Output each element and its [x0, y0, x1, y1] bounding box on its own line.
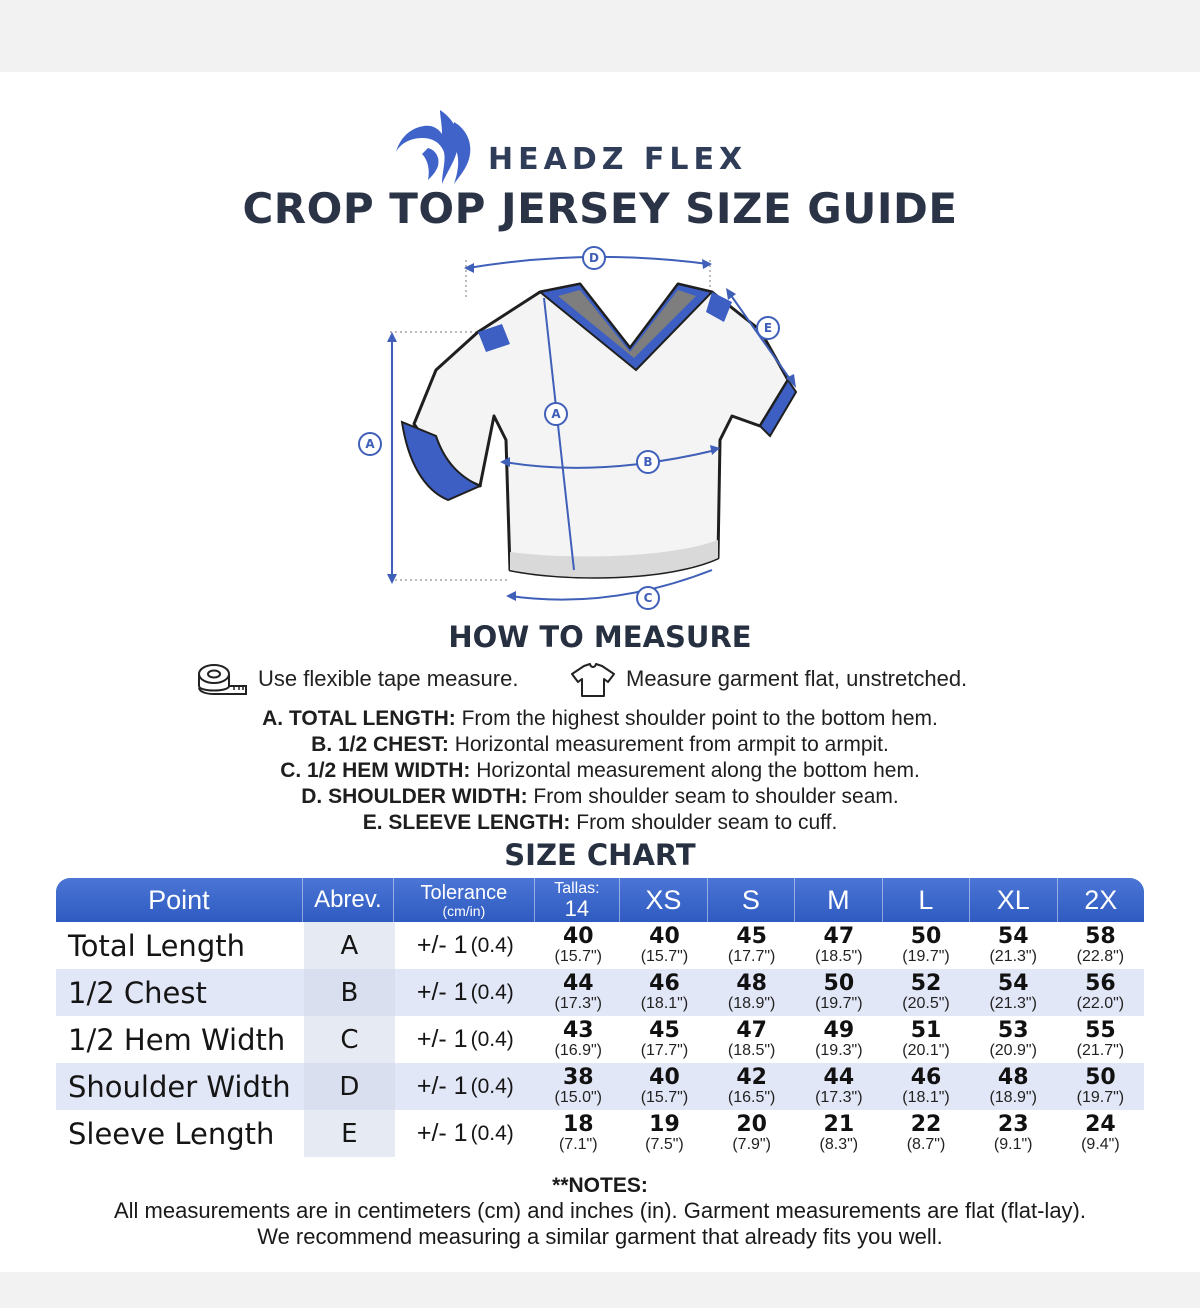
header-size-s: S — [707, 878, 794, 922]
row-tolerance-cm: +/- 1 — [416, 978, 468, 1006]
value-inch: (20.5") — [902, 995, 950, 1012]
row-point: Shoulder Width — [68, 1069, 291, 1104]
row-size-value — [795, 1110, 882, 1157]
value-cm: 54 — [997, 971, 1029, 996]
table-header — [56, 878, 1144, 922]
row-size-value — [795, 922, 882, 969]
value-cm: 55 — [1085, 1018, 1116, 1043]
definition-e-text: From shoulder seam to cuff. — [570, 811, 838, 834]
row-size-value — [708, 969, 795, 1016]
marker-d: D — [589, 251, 599, 265]
row-abrev: C — [304, 1016, 395, 1063]
definition-e — [0, 810, 1200, 836]
value-cm: 44 — [562, 971, 594, 996]
row-point: Sleeve Length — [68, 1116, 275, 1151]
definition-b — [0, 732, 1200, 758]
definition-a — [0, 706, 1200, 732]
value-cm: 58 — [1085, 924, 1116, 949]
value-inch: (15.7") — [640, 948, 689, 965]
table-row — [56, 1110, 1144, 1157]
header-size-l: L — [882, 878, 969, 922]
row-size-value — [882, 1110, 969, 1157]
value-inch: (17.3") — [554, 995, 602, 1012]
header-tolerance — [393, 878, 534, 922]
brand-header — [0, 104, 1200, 184]
value-cm: 43 — [562, 1018, 594, 1043]
value-inch: (18.1") — [640, 995, 689, 1012]
value-cm: 42 — [736, 1065, 767, 1090]
value-inch: (18.9") — [989, 1089, 1037, 1106]
definition-a-label: A. TOTAL LENGTH: — [262, 707, 456, 730]
value-inch: (17.3") — [815, 1089, 863, 1106]
value-inch: (22.0") — [1076, 995, 1125, 1012]
value-inch: (17.7") — [727, 948, 776, 965]
value-inch: (15.0") — [554, 1089, 602, 1106]
measurement-definitions — [0, 706, 1200, 836]
value-cm: 47 — [823, 924, 855, 949]
value-cm: 40 — [649, 1065, 680, 1090]
row-size-value — [708, 1016, 795, 1063]
value-inch: (22.8") — [1076, 948, 1125, 965]
definition-c — [0, 758, 1200, 784]
brand-name: HEADZ FLEX — [488, 142, 748, 177]
row-size-value — [621, 922, 708, 969]
row-size-value — [708, 1063, 795, 1110]
value-inch: (18.9") — [727, 995, 776, 1012]
notes-line-2: We recommend measuring a similar garment that already fits you well. — [257, 1224, 943, 1249]
definition-c-text: Horizontal measurement along the bottom hem. — [470, 759, 920, 782]
value-cm: 50 — [910, 924, 942, 949]
row-tolerance-cm: +/- 1 — [416, 1119, 468, 1147]
value-cm: 22 — [910, 1112, 942, 1137]
header-tolerance-label: Tolerance — [420, 881, 508, 904]
tip-tape-text: Use flexible tape measure. — [258, 666, 519, 691]
value-cm: 46 — [910, 1065, 942, 1090]
value-inch: (19.7") — [1076, 1089, 1125, 1106]
value-cm: 40 — [649, 924, 680, 949]
row-tolerance-in: (0.4) — [470, 1027, 514, 1051]
header-point: Point — [148, 884, 210, 915]
row-size-value — [882, 922, 969, 969]
value-inch: (15.7") — [554, 948, 602, 965]
value-inch: (18.5") — [727, 1042, 776, 1059]
row-size-value — [1057, 969, 1144, 1016]
row-tolerance — [395, 1110, 536, 1157]
definition-d-label: D. SHOULDER WIDTH: — [301, 785, 528, 808]
row-size-value — [536, 1063, 621, 1110]
row-size-value — [795, 969, 882, 1016]
definition-e-label: E. SLEEVE LENGTH: — [362, 811, 571, 834]
row-size-value — [621, 1063, 708, 1110]
header-tallas — [534, 878, 620, 922]
row-tolerance-cm: +/- 1 — [416, 1072, 468, 1100]
value-inch: (21.7") — [1076, 1042, 1125, 1059]
definition-b-text: Horizontal measurement from armpit to armpit. — [448, 733, 889, 756]
marker-a-outer: A — [365, 437, 375, 451]
size-chart-table — [56, 878, 1144, 1157]
value-cm: 40 — [562, 924, 594, 949]
row-point: Total Length — [68, 928, 245, 963]
value-cm: 46 — [649, 971, 680, 996]
marker-a-inner: A — [551, 407, 561, 421]
row-size-value — [708, 922, 795, 969]
row-size-value — [621, 1110, 708, 1157]
value-inch: (9.4") — [1081, 1136, 1120, 1153]
header-tolerance-unit: (cm/in) — [442, 902, 486, 919]
size-guide-page — [0, 72, 1200, 1272]
value-inch: (20.9") — [989, 1042, 1037, 1059]
value-cm: 47 — [736, 1018, 767, 1043]
page-title: CROP TOP JERSEY SIZE GUIDE — [242, 184, 958, 233]
row-tolerance — [395, 1063, 536, 1110]
value-inch: (9.1") — [993, 1136, 1033, 1153]
row-size-value — [1057, 922, 1144, 969]
row-abrev: B — [304, 969, 395, 1016]
value-cm: 50 — [823, 971, 855, 996]
row-abrev: E — [304, 1110, 395, 1157]
jersey-diagram — [340, 240, 840, 620]
header-size-xl: XL — [969, 878, 1056, 922]
value-cm: 45 — [736, 924, 767, 949]
row-tolerance — [395, 969, 536, 1016]
row-size-value — [970, 1063, 1057, 1110]
value-cm: 50 — [1085, 1065, 1116, 1090]
value-cm: 19 — [649, 1112, 680, 1137]
row-size-value — [1057, 1063, 1144, 1110]
row-size-value — [621, 1016, 708, 1063]
size-chart-title: SIZE CHART — [504, 838, 696, 872]
header-abrev: Abrev. — [302, 878, 393, 922]
row-size-value — [795, 1063, 882, 1110]
row-size-value — [970, 922, 1057, 969]
row-size-value — [708, 1110, 795, 1157]
value-cm: 45 — [649, 1018, 680, 1043]
definition-d — [0, 784, 1200, 810]
value-inch: (19.7") — [815, 995, 863, 1012]
definition-d-text: From shoulder seam to shoulder seam. — [527, 785, 899, 808]
tape-measure-icon — [196, 662, 248, 698]
row-point: 1/2 Chest — [68, 975, 207, 1010]
row-size-value — [536, 922, 621, 969]
marker-e: E — [763, 321, 773, 335]
header-tallas-size: 14 — [564, 895, 590, 921]
value-cm: 38 — [562, 1065, 594, 1090]
row-size-value — [536, 1110, 621, 1157]
row-tolerance-cm: +/- 1 — [416, 1025, 468, 1053]
table-row — [56, 1063, 1144, 1110]
value-inch: (8.3") — [819, 1136, 859, 1153]
header-tallas-label: Tallas: — [554, 879, 600, 897]
how-to-measure-title: HOW TO MEASURE — [448, 620, 752, 654]
definition-b-label: B. 1/2 CHEST: — [311, 733, 449, 756]
value-cm: 23 — [997, 1112, 1029, 1137]
row-size-value — [1057, 1110, 1144, 1157]
shirt-icon — [568, 662, 618, 698]
header-size-xs: XS — [619, 878, 706, 922]
table-row — [56, 969, 1144, 1016]
row-tolerance-cm: +/- 1 — [416, 931, 468, 959]
row-size-value — [970, 969, 1057, 1016]
row-tolerance — [395, 1016, 536, 1063]
value-inch: (16.9") — [554, 1042, 602, 1059]
value-inch: (8.7") — [906, 1136, 946, 1153]
value-cm: 56 — [1085, 971, 1116, 996]
notes-line-1: All measurements are in centimeters (cm) and inches (in). Garment measurements are flat (flat-lay). — [114, 1198, 1086, 1223]
value-cm: 48 — [736, 971, 767, 996]
value-inch: (15.7") — [640, 1089, 689, 1106]
value-cm: 20 — [736, 1112, 767, 1137]
definition-a-text: From the highest shoulder point to the bottom hem. — [455, 707, 938, 730]
value-cm: 53 — [997, 1018, 1029, 1043]
table-body — [56, 922, 1144, 1157]
row-tolerance-in: (0.4) — [470, 933, 514, 957]
value-cm: 54 — [997, 924, 1029, 949]
header-size-m: M — [794, 878, 881, 922]
brand-logo-icon — [392, 108, 474, 186]
tip-flat-text: Measure garment flat, unstretched. — [626, 666, 968, 691]
row-tolerance — [395, 922, 536, 969]
value-inch: (18.1") — [902, 1089, 950, 1106]
value-cm: 44 — [823, 1065, 855, 1090]
marker-c: C — [643, 591, 653, 605]
row-size-value — [536, 969, 621, 1016]
value-inch: (19.7") — [902, 948, 950, 965]
row-size-value — [1057, 1016, 1144, 1063]
value-inch: (21.3") — [989, 948, 1037, 965]
row-size-value — [970, 1110, 1057, 1157]
row-size-value — [882, 969, 969, 1016]
value-inch: (7.1") — [558, 1136, 598, 1153]
table-row — [56, 1016, 1144, 1063]
row-point: 1/2 Hem Width — [68, 1022, 286, 1057]
value-cm: 24 — [1085, 1112, 1116, 1137]
value-inch: (7.5") — [645, 1136, 684, 1153]
table-row — [56, 922, 1144, 969]
value-cm: 21 — [823, 1112, 855, 1137]
value-cm: 51 — [910, 1018, 942, 1043]
value-inch: (18.5") — [815, 948, 863, 965]
marker-b: B — [643, 455, 653, 469]
value-inch: (7.9") — [732, 1136, 771, 1153]
row-abrev: D — [304, 1063, 395, 1110]
row-tolerance-in: (0.4) — [470, 1074, 514, 1098]
value-inch: (21.3") — [989, 995, 1037, 1012]
row-size-value — [970, 1016, 1057, 1063]
row-size-value — [795, 1016, 882, 1063]
row-size-value — [621, 969, 708, 1016]
value-inch: (19.3") — [815, 1042, 863, 1059]
row-size-value — [536, 1016, 621, 1063]
value-cm: 52 — [910, 971, 942, 996]
value-inch: (17.7") — [640, 1042, 689, 1059]
value-cm: 48 — [997, 1065, 1029, 1090]
row-size-value — [882, 1063, 969, 1110]
row-tolerance-in: (0.4) — [470, 980, 514, 1004]
value-cm: 18 — [562, 1112, 594, 1137]
notes-title: **NOTES: — [552, 1174, 648, 1197]
measure-tips — [196, 662, 1026, 696]
definition-c-label: C. 1/2 HEM WIDTH: — [280, 759, 471, 782]
header-size-2x: 2X — [1057, 878, 1144, 922]
value-inch: (16.5") — [727, 1089, 776, 1106]
row-abrev: A — [304, 922, 395, 969]
row-size-value — [882, 1016, 969, 1063]
value-cm: 49 — [823, 1018, 855, 1043]
jersey-shape — [402, 284, 796, 577]
value-inch: (20.1") — [902, 1042, 950, 1059]
row-tolerance-in: (0.4) — [470, 1121, 514, 1145]
